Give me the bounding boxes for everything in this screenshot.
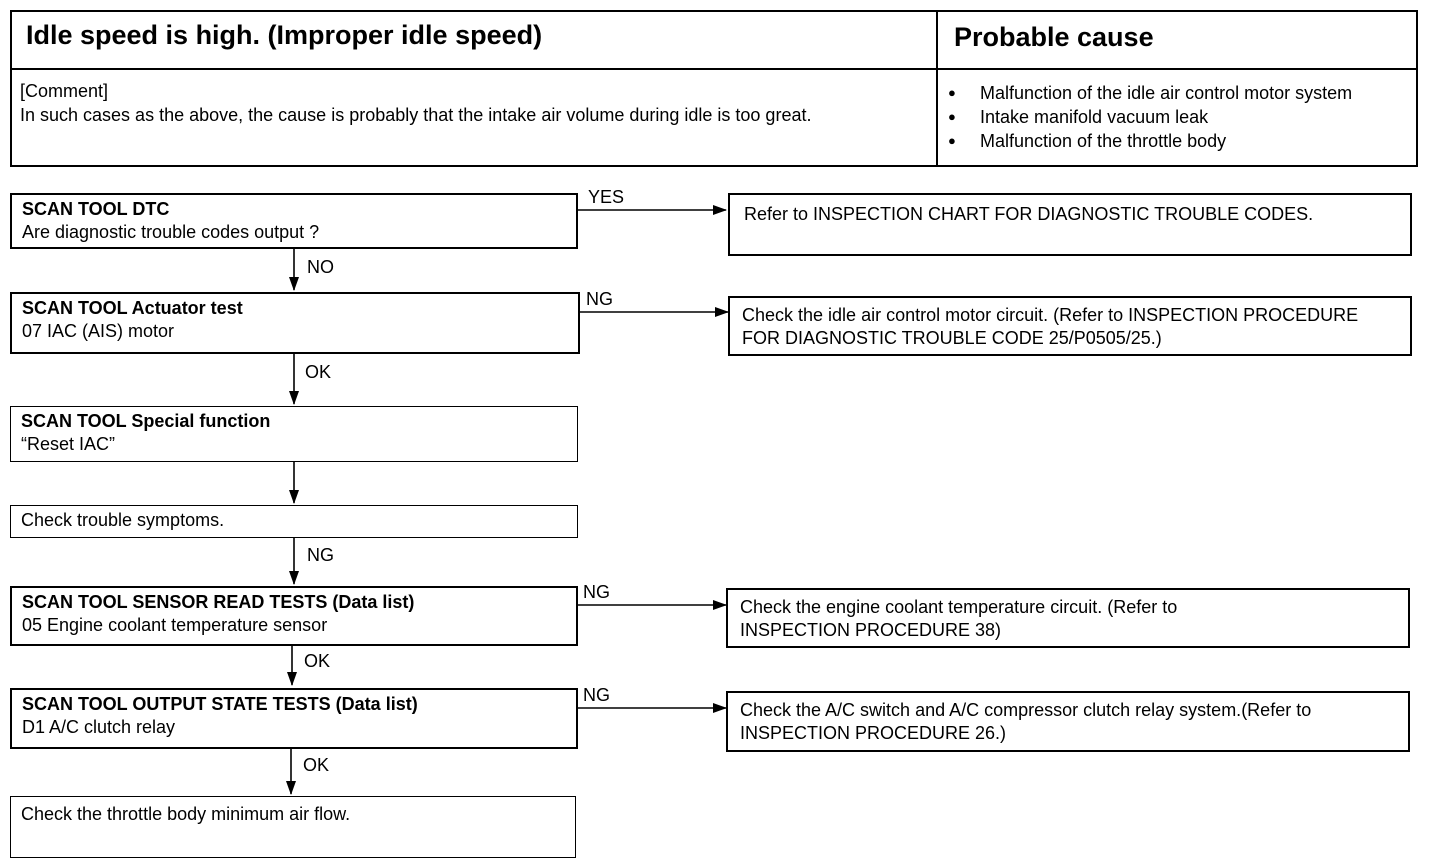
result-text: Check the A/C switch and A/C compressor clutch relay system.(Refer to INSPECTION PROCEDURE 26.): [740, 700, 1312, 743]
step-text: Check the throttle body minimum air flow.: [21, 804, 351, 824]
step-text: “Reset IAC”: [21, 434, 116, 454]
step-check-trouble-symptoms: [10, 505, 578, 538]
label-ok: OK: [303, 755, 330, 775]
comment-text: In such cases as the above, the cause is probably that the intake air volume during idle is too great.: [20, 105, 812, 125]
result-coolant-circuit: [726, 588, 1410, 648]
step-output-state-tests: [10, 688, 578, 749]
step-title: SCAN TOOL Special function: [21, 411, 271, 431]
result-text: Refer to INSPECTION CHART FOR DIAGNOSTIC TROUBLE CODES.: [744, 204, 1314, 224]
step-text: Check trouble symptoms.: [21, 510, 225, 530]
cause-item: ● Intake manifold vacuum leak: [940, 105, 1416, 129]
step-title: SCAN TOOL OUTPUT STATE TESTS (Data list): [22, 694, 418, 714]
probable-cause-heading: Probable cause: [954, 22, 1154, 52]
step-special-function: [10, 406, 578, 462]
label-ok: OK: [304, 651, 331, 671]
label-ng: NG: [583, 582, 610, 602]
step-text: 07 IAC (AIS) motor: [22, 321, 175, 341]
cause-item: ● Malfunction of the idle air control motor system: [940, 81, 1416, 105]
label-ng: NG: [307, 545, 334, 565]
comment-label: [Comment]: [20, 81, 109, 101]
label-yes: YES: [588, 187, 625, 207]
result-text: Check the idle air control motor circuit. (Refer to INSPECTION PROCEDURE FOR DIAGNOSTIC TROUBLE CODE 25/P0505/25.): [742, 305, 1359, 348]
result-ac-relay-system: [726, 691, 1410, 752]
label-ng: NG: [583, 685, 610, 705]
step-actuator-test: [10, 292, 580, 354]
step-text: 05 Engine coolant temperature sensor: [22, 615, 328, 635]
step-throttle-body-air-flow: [10, 796, 576, 858]
label-ng: NG: [586, 289, 613, 309]
result-iac-circuit: [728, 296, 1412, 356]
step-title: SCAN TOOL Actuator test: [22, 298, 243, 318]
step-title: SCAN TOOL SENSOR READ TESTS (Data list): [22, 592, 415, 612]
step-text: Are diagnostic trouble codes output ?: [22, 222, 320, 242]
step-sensor-read-tests: [10, 586, 578, 646]
label-no: NO: [307, 257, 334, 277]
label-ok: OK: [305, 362, 332, 382]
result-inspection-chart: [728, 193, 1412, 256]
step-text: D1 A/C clutch relay: [22, 717, 176, 737]
step-title: SCAN TOOL DTC: [22, 199, 170, 219]
step-scan-tool-dtc: [10, 193, 578, 249]
cause-item: ● Malfunction of the throttle body: [940, 129, 1416, 153]
result-text: Check the engine coolant temperature circuit. (Refer to INSPECTION PROCEDURE 38): [740, 597, 1178, 640]
page-title: Idle speed is high. (Improper idle speed): [26, 20, 543, 50]
